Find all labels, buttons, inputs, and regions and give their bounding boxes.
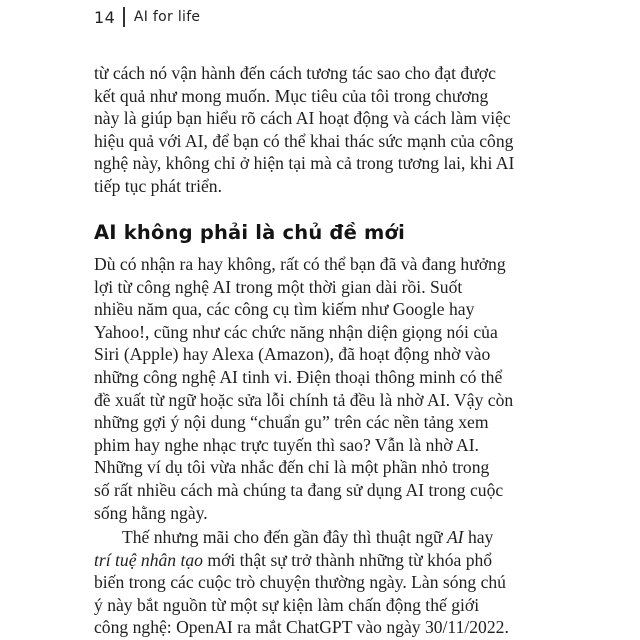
text-line: Siri (Apple) hay Alexa (Amazon), đã hoạt động nhờ vào <box>94 344 491 365</box>
text-line: hiệu quả với AI, để bạn có thể khai thác sức mạnh của công <box>94 130 514 151</box>
italic-term: AI <box>446 527 464 547</box>
section-heading: AI không phải là chủ đề mới <box>94 221 406 244</box>
running-title: AI for life <box>133 9 201 25</box>
text-line: ý này bắt nguồn từ một sự kiện làm chấn động thế giới <box>94 594 480 615</box>
text-line: số rất nhiều cách mà chúng ta đang sử dụng AI trong cuộc <box>94 479 504 500</box>
text-line: tiếp tục phát triển. <box>94 175 223 196</box>
text-line: lợi từ công nghệ AI trong một thời gian dài rồi. Suốt <box>94 276 463 297</box>
text-line: đề xuất từ ngữ hoặc sửa lỗi chính tả đều là nhờ AI. Vậy còn <box>94 389 514 410</box>
text-run: hay <box>463 527 494 547</box>
text-line: Dù có nhận ra hay không, rất có thể bạn đã và đang hưởng <box>94 254 506 274</box>
text-line: biến trong các cuộc trò chuyện thường ngày. Làn sóng chú <box>94 572 506 593</box>
text-line: những công nghệ AI tinh vi. Điện thoại thông minh có thể <box>94 366 503 387</box>
text-line <box>94 549 564 572</box>
text-line: Yahoo!, cũng như các chức năng nhận diện giọng nói của <box>94 321 498 342</box>
text-line: nghệ này, không chỉ ở hiện tại mà cả trong tương lai, khi AI <box>94 153 515 174</box>
text-line: công nghệ: OpenAI ra mắt ChatGPT vào ngày 30/11/2022. <box>94 617 509 638</box>
text-line: phim hay nghe nhạc trực tuyến thì sao? Vẫn là nhờ AI. <box>94 434 479 455</box>
text-line: nhiều năm qua, các công cụ tìm kiếm như Google hay <box>94 299 475 320</box>
text-run: mới thật sự trở thành những từ khóa phổ <box>202 549 493 570</box>
paragraph-chatgpt <box>94 526 564 639</box>
text-line <box>94 526 564 549</box>
paragraph-intro <box>94 62 564 198</box>
italic-term: trí tuệ nhân tạo <box>94 549 203 570</box>
page-number: 14 <box>94 7 116 27</box>
header-divider <box>123 7 125 27</box>
text-line: sống hằng ngày. <box>94 502 208 523</box>
text-line: này là giúp bạn hiểu rõ cách AI hoạt động và cách làm việc <box>94 108 511 129</box>
text-line: từ cách nó vận hành đến cách tương tác sao cho đạt được <box>94 63 496 83</box>
paragraph-ai-not-new <box>94 253 564 524</box>
text-line: Những ví dụ tôi vừa nhắc đến chỉ là một phần nhỏ trong <box>94 457 490 478</box>
text-line: những gợi ý nội dung “chuẩn gu” trên các nền tảng xem <box>94 412 489 433</box>
running-header <box>94 4 200 30</box>
text-line: kết quả như mong muốn. Mục tiêu của tôi trong chương <box>94 85 489 106</box>
text-run: Thế nhưng mãi cho đến gần đây thì thuật ngữ <box>122 527 447 547</box>
